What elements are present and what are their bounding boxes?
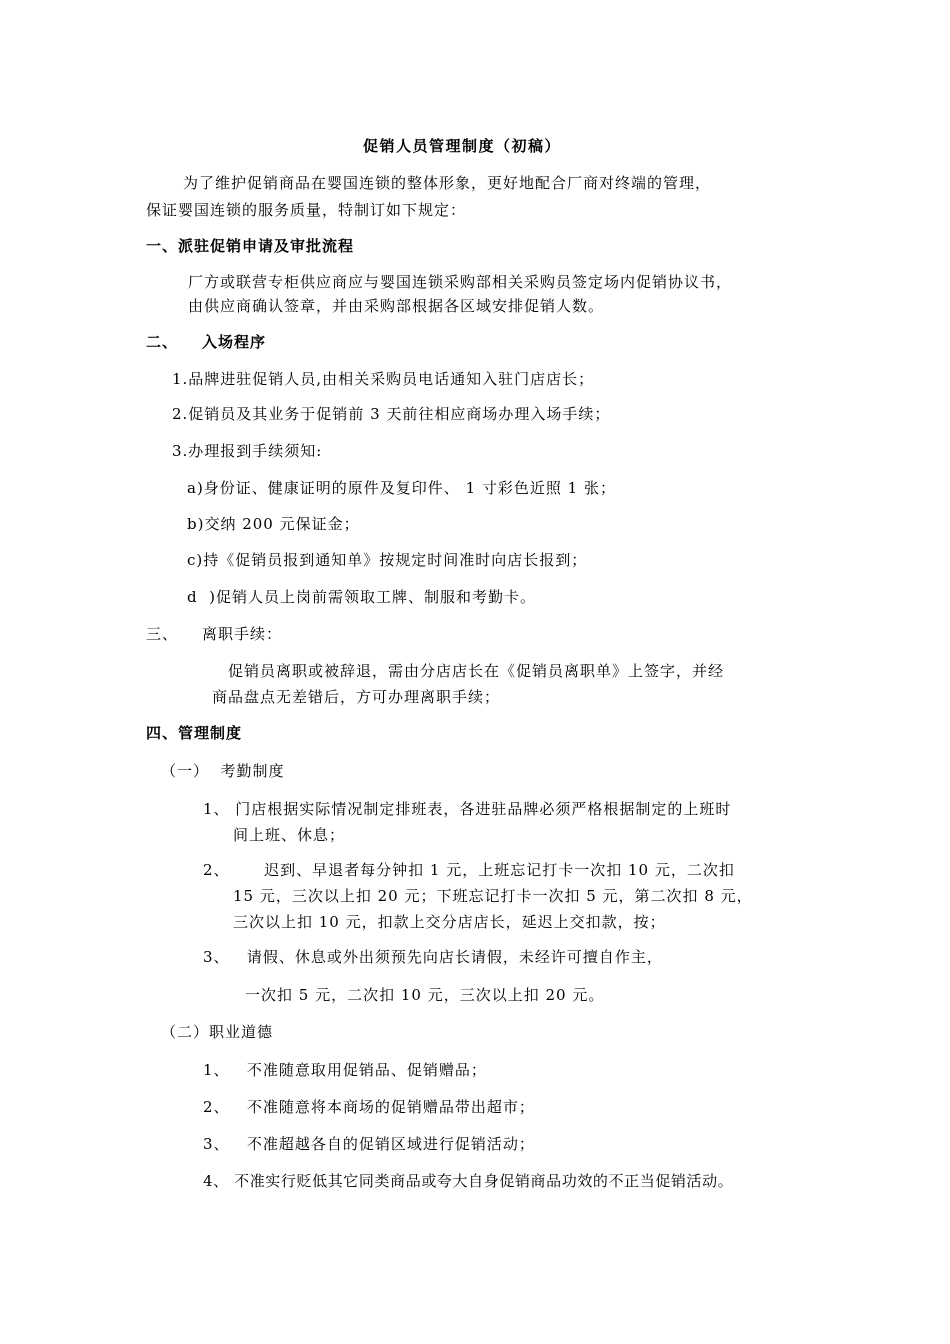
section-1-heading: 一、派驻促销申请及审批流程 [146,237,355,255]
section-4-heading: 四、管理制度 [146,724,243,742]
section-2-heading: 入场程序 [202,333,267,351]
section-3-line-1: 促销员离职或被辞退，需由分店店长在《促销员离职单》上签字，并经 [228,662,725,680]
group-2-item-1: 1、 不准随意取用促销品、促销赠品； [203,1061,487,1079]
group-1-heading: （一） 考勤制度 [161,762,285,780]
group-1-item-2-line-3: 三次以上扣 10 元，扣款上交分店店长，延迟上交扣款，按； [233,913,666,931]
group-2-item-3: 3、 不准超越各自的促销区域进行促销活动； [203,1135,535,1153]
section-2-sub-b: b)交纳 200 元保证金； [187,515,360,533]
group-2-item-2: 2、 不准随意将本商场的促销赠品带出超市； [203,1098,535,1116]
section-1-line-1: 厂方或联营专柜供应商应与婴国连锁采购部相关采购员签定场内促销协议书， [188,273,733,291]
group-1-item-1-line-1: 1、 门店根据实际情况制定排班表，各进驻品牌必须严格根据制定的上班时 [203,800,732,818]
group-1-item-3-line-1: 3、 请假、休息或外出须预先向店长请假，未经许可擅自作主， [203,948,663,966]
section-2-sub-a: a)身份证、健康证明的原件及复印件、 1 寸彩色近照 1 张； [187,479,616,497]
section-2-item-3: 3.办理报到手续须知: [172,442,323,460]
group-1-item-1-line-2: 间上班、休息； [233,826,346,844]
intro-line-1: 为了维护促销商品在婴国连锁的整体形象，更好地配合厂商对终端的管理， [183,174,712,192]
section-2-item-1: 1.品牌进驻促销人员,由相关采购员电话通知入驻门店店长； [172,370,595,388]
intro-line-2: 保证婴国连锁的服务质量，特制订如下规定： [146,201,467,219]
section-1-line-2: 由供应商确认签章，并由采购部根据各区域安排促销人数。 [188,297,605,315]
section-3-line-2: 商品盘点无差错后，方可办理离职手续； [212,688,501,706]
group-2-item-4: 4、 不准实行贬低其它同类商品或夸大自身促销商品功效的不正当促销活动。 [203,1172,734,1190]
section-2-sub-d: d )促销人员上岗前需领取工牌、制服和考勤卡。 [187,588,536,606]
section-3-number: 三、 [146,625,179,643]
group-1-item-2-line-2: 15 元，三次以上扣 20 元；下班忘记打卡一次扣 5 元，第二次扣 8 元， [233,887,753,905]
section-2-item-2: 2.促销员及其业务于促销前 3 天前往相应商场办理入场手续； [172,405,611,423]
group-1-item-2-line-1: 2、 迟到、早退者每分钟扣 1 元，上班忘记打卡一次扣 10 元，二次扣 [203,861,735,879]
section-3-heading: 离职手续： [202,625,283,643]
section-2-number: 二、 [146,333,179,351]
group-2-heading: （二）职业道德 [161,1023,274,1041]
section-2-sub-c: c)持《促销员报到通知单》按规定时间准时向店长报到； [187,551,588,569]
group-1-item-3-line-2: 一次扣 5 元，二次扣 10 元，三次以上扣 20 元。 [245,986,605,1004]
document-title: 促销人员管理制度（初稿） [363,137,562,155]
